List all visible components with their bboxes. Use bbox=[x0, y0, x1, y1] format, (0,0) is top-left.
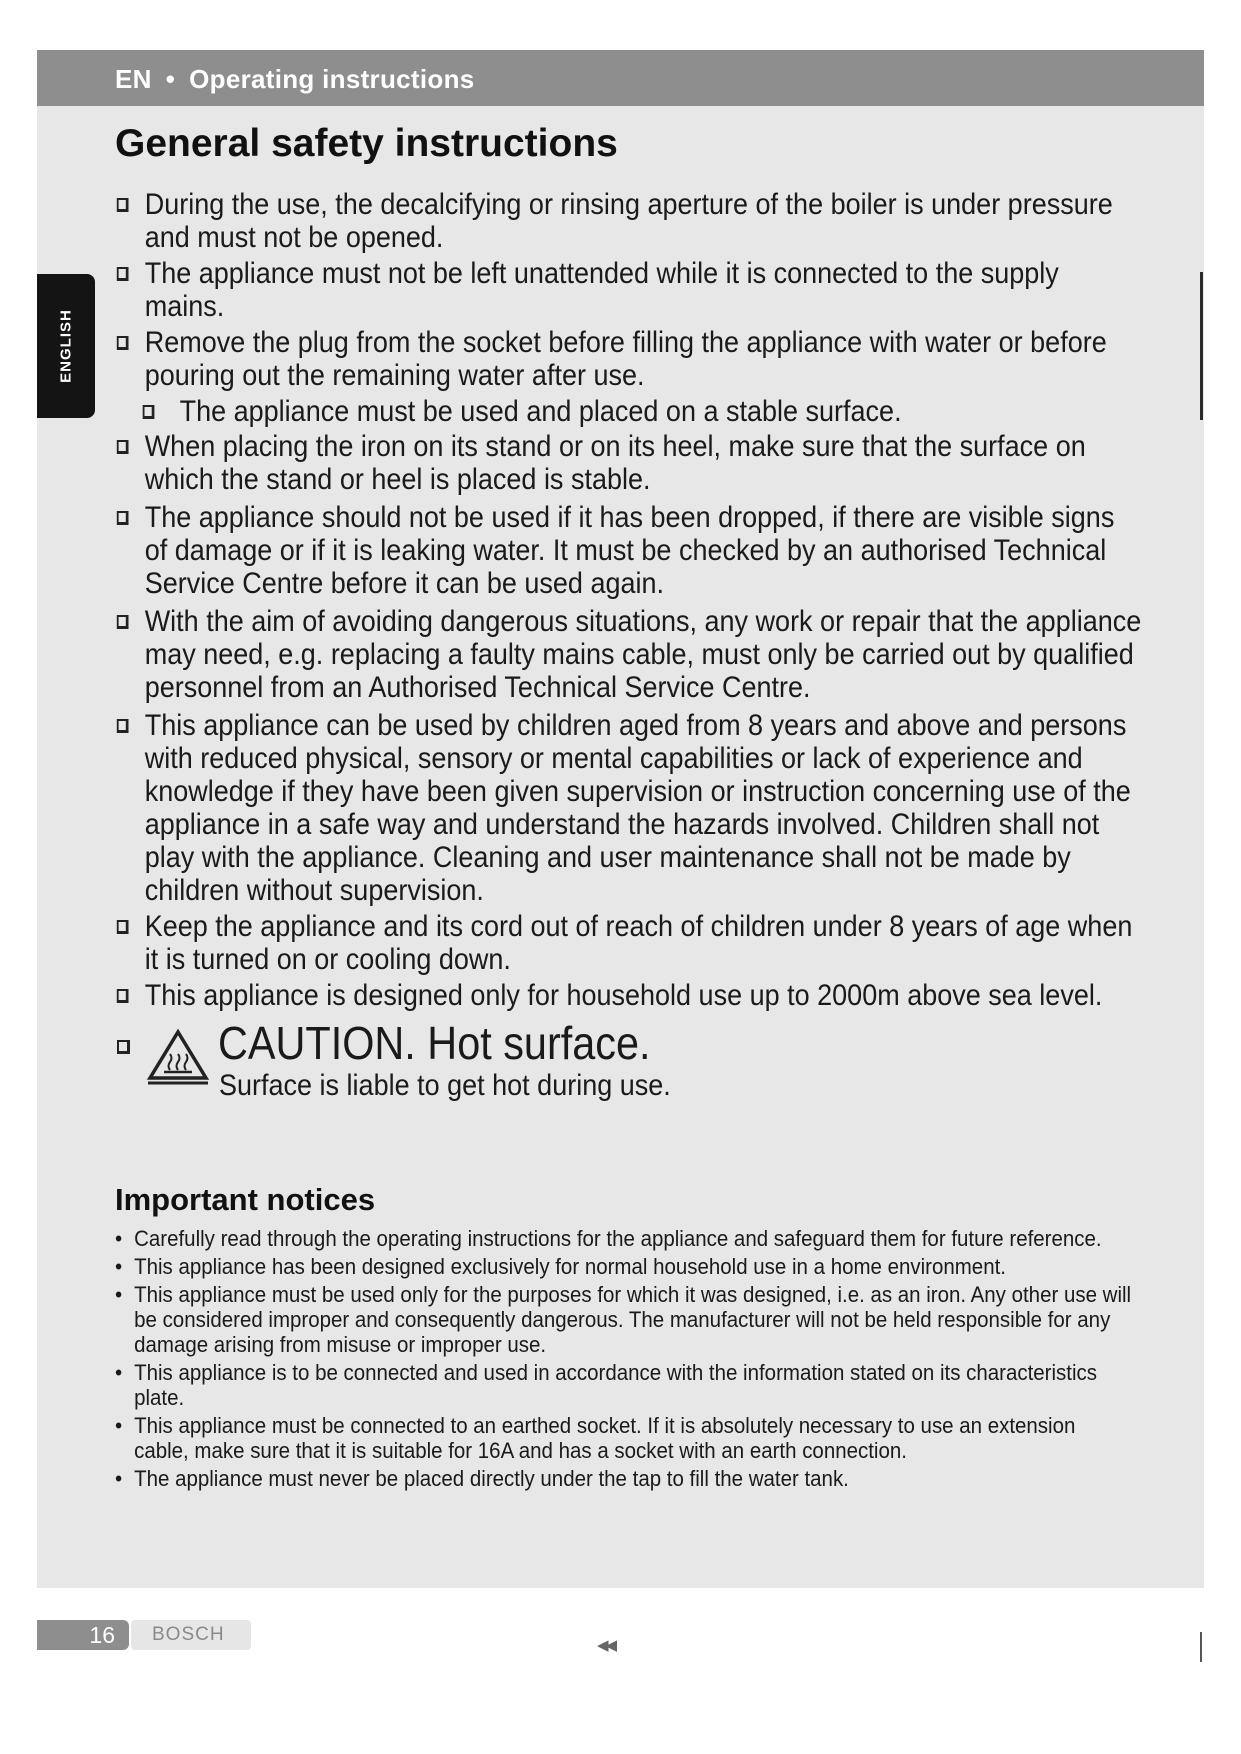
section-name: Operating instructions bbox=[189, 64, 475, 94]
safety-item: This appliance is designed only for household use up to 2000m above sea level. bbox=[115, 979, 1144, 1012]
notice-item: • This appliance must be used only for the purposes for which it was designed, i.e. as an iron. Any other use will be considered improper and consequently dangerous. The manufacturer will not be held responsible for any damage arising from misuse or improper use. bbox=[115, 1282, 1135, 1357]
notice-item: • Carefully read through the operating instructions for the appliance and safeguard them for future reference. bbox=[115, 1226, 1135, 1251]
double-left-arrow-icon[interactable]: ◀◀ bbox=[597, 1637, 615, 1654]
safety-item: During the use, the decalcifying or rinsing aperture of the boiler is under pressure and must not be opened. bbox=[115, 188, 1144, 254]
checkbox-bullet-icon bbox=[117, 1040, 130, 1054]
safety-title: General safety instructions bbox=[115, 122, 618, 165]
caution-title: CAUTION. Hot surface. bbox=[218, 1017, 651, 1069]
language-code: EN bbox=[115, 64, 152, 94]
checkbox-bullet-icon bbox=[117, 719, 129, 733]
safety-item: The appliance must not be left unattended while it is connected to the supply mains. bbox=[115, 257, 1144, 323]
page-number: 16 bbox=[37, 1620, 129, 1650]
safety-item: With the aim of avoiding dangerous situations, any work or repair that the appliance may need, e.g. replacing a faulty mains cable, must only be carried out by qualified personnel from an Authorised Technical Service Centre. bbox=[115, 605, 1144, 704]
notice-item: • This appliance is to be connected and used in accordance with the information stated on its characteristics plate. bbox=[115, 1360, 1135, 1410]
safety-item: The appliance must be used and placed on a stable surface. bbox=[140, 395, 1179, 428]
notice-item: • This appliance has been designed exclusively for normal household use in a home environment. bbox=[115, 1254, 1135, 1279]
checkbox-bullet-icon bbox=[117, 989, 129, 1003]
notices-title: Important notices bbox=[115, 1182, 376, 1217]
checkbox-bullet-icon bbox=[143, 405, 155, 419]
safety-item: When placing the iron on its stand or on its heel, make sure that the surface on which the stand or heel is placed is stable. bbox=[115, 430, 1144, 496]
header-bar bbox=[37, 50, 1204, 106]
header-title bbox=[115, 64, 475, 95]
checkbox-bullet-icon bbox=[117, 440, 129, 454]
right-edge-marker bbox=[1200, 272, 1203, 420]
notices-list bbox=[115, 1226, 1132, 1491]
brand-label: BOSCH bbox=[131, 1620, 251, 1650]
notice-item: • This appliance must be connected to an earthed socket. If it is absolutely necessary to use an extension cable, make sure that it is suitable for 16A and has a socket with an earth connection. bbox=[115, 1413, 1135, 1463]
safety-item: Keep the appliance and its cord out of reach of children under 8 years of age when it is turned on or cooling down. bbox=[115, 910, 1144, 976]
checkbox-bullet-icon bbox=[117, 511, 129, 525]
safety-item: The appliance should not be used if it has been dropped, if there are visible signs of damage or if it is leaking water. It must be checked by an authorised Technical Service Centre before it can be used again. bbox=[115, 501, 1144, 600]
content bbox=[115, 122, 1142, 1494]
checkbox-bullet-icon bbox=[117, 615, 129, 629]
caution-block bbox=[115, 1018, 1125, 1102]
safety-item: Remove the plug from the socket before filling the appliance with water or before pouring out the remaining water after use. bbox=[115, 326, 1144, 392]
checkbox-bullet-icon bbox=[117, 336, 129, 350]
caution-text: Surface is liable to get hot during use. bbox=[219, 1069, 671, 1102]
checkbox-bullet-icon bbox=[117, 198, 129, 212]
checkbox-bullet-icon bbox=[117, 920, 129, 934]
hot-surface-warning-icon bbox=[146, 1028, 210, 1086]
language-tab bbox=[37, 274, 95, 418]
right-edge-marker-bottom bbox=[1200, 1632, 1202, 1662]
header-separator: • bbox=[165, 64, 176, 94]
notice-item: • The appliance must never be placed directly under the tap to fill the water tank. bbox=[115, 1466, 1135, 1491]
safety-list bbox=[115, 188, 1142, 1012]
checkbox-bullet-icon bbox=[117, 267, 129, 281]
safety-item: This appliance can be used by children aged from 8 years and above and persons with reduced physical, sensory or mental capabilities or lack of experience and knowledge if they have been given supervision or instruction concerning use of the appliance in a safe way and understand the hazards involved. Children shall not play with the appliance. Cleaning and user maintenance shall not be made by children without supervision. bbox=[115, 709, 1144, 907]
language-tab-label: ENGLISH bbox=[57, 309, 75, 383]
